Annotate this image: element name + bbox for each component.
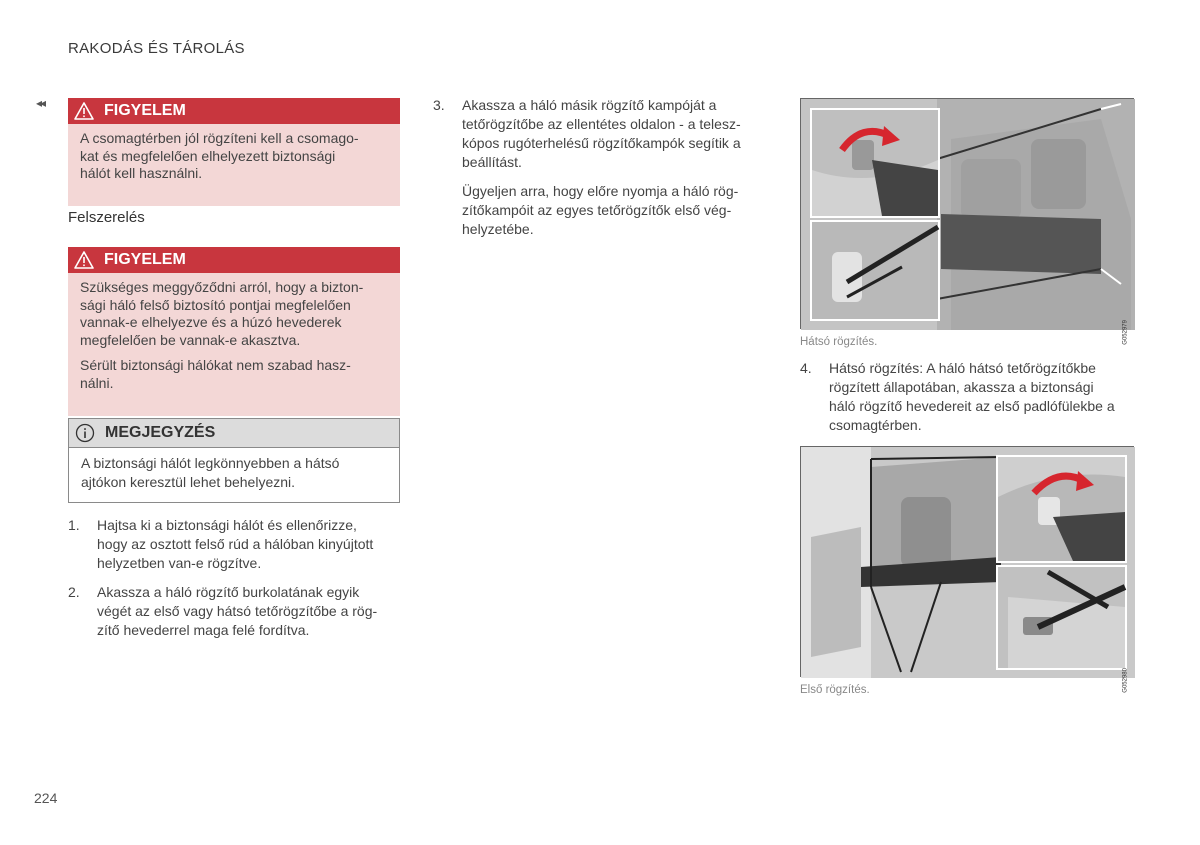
inset-lower-anchor bbox=[810, 220, 940, 321]
note-text: A biztonsági hálót legkönnyebben a hátsó ajtókon keresztül lehet behelyezni. bbox=[81, 455, 340, 490]
figure-caption: Hátsó rögzítés. bbox=[800, 336, 878, 348]
step-text: Akassza a háló másik rögzítő kampóját a tetőrögzítőbe az ellentétes oldalon - a telesz- kópos rugóterhelésű rögzítőkampók segítik a beállítást. bbox=[462, 97, 741, 170]
roof-anchor-illustration bbox=[998, 457, 1125, 561]
step-1 bbox=[68, 516, 408, 576]
warning-body bbox=[68, 273, 400, 416]
step-text: Hátsó rögzítés: A háló hátsó tetőrögzítőkbe rögzített állapotában, akassza a biztonsági háló rögzítő hevedereit az első padlófülekbe a csomagtérben. bbox=[829, 360, 1115, 433]
subheading-installation: Felszerelés bbox=[68, 209, 145, 226]
step-3 bbox=[433, 96, 773, 176]
note-box bbox=[68, 418, 400, 503]
figure-code: G052980 bbox=[1123, 668, 1129, 693]
inset-upper-anchor bbox=[810, 108, 940, 218]
warning-body bbox=[68, 124, 400, 206]
step-number: 4. bbox=[800, 360, 812, 376]
warning-title: FIGYELEM bbox=[104, 102, 186, 119]
warning-text-1: Szükséges meggyőződni arról, hogy a bizton- sági háló felső biztosító pontjai megfelelően vannak-e elhelyezve és a húzó hevederek megfelelően be vannak-e akasztva. bbox=[80, 279, 364, 348]
warning-box-2 bbox=[68, 247, 400, 416]
warning-triangle-icon bbox=[74, 102, 94, 120]
instruction-paragraph: Ügyeljen arra, hogy előre nyomja a háló rög- zítőkampóit az egyes tetőrögzítők első vég- helyzetébe. bbox=[462, 183, 739, 237]
warning-header bbox=[68, 247, 400, 273]
floor-anchor-illustration bbox=[812, 222, 938, 319]
inset-upper-anchor bbox=[996, 455, 1127, 563]
figure-caption: Első rögzítés. bbox=[800, 684, 870, 696]
page-number: 224 bbox=[34, 790, 58, 806]
note-header bbox=[69, 419, 399, 448]
warning-text: A csomagtérben jól rögzíteni kell a csomago- kat és megfelelően elhelyezett biztonsági hálót kell használni. bbox=[80, 130, 359, 181]
warning-text-2: Sérült biztonsági hálókat nem szabad hasz- nálni. bbox=[80, 357, 351, 391]
roof-anchor-illustration bbox=[812, 110, 938, 216]
step-4 bbox=[800, 359, 1160, 439]
section-title: RAKODÁS ÉS TÁROLÁS bbox=[68, 40, 245, 57]
warning-box-1 bbox=[68, 98, 400, 206]
note-title: MEGJEGYZÉS bbox=[105, 424, 216, 441]
warning-title: FIGYELEM bbox=[104, 251, 186, 268]
step-text: Akassza a háló rögzítő burkolatának egyik végét az első vagy hátsó tetőrögzítőbe a rög- zítő hevederrel maga felé fordítva. bbox=[97, 584, 378, 638]
warning-triangle-icon bbox=[74, 251, 94, 269]
warning-header bbox=[68, 98, 400, 124]
inset-lower-anchor bbox=[996, 565, 1127, 670]
figure-code: G052979 bbox=[1123, 320, 1129, 345]
info-icon bbox=[75, 423, 95, 443]
step-2 bbox=[68, 583, 408, 643]
floor-anchor-illustration bbox=[998, 567, 1125, 668]
step-text: Hajtsa ki a biztonsági hálót és ellenőrizze, hogy az osztott felső rúd a hálóban kinyújtott helyzetben van-e rögzítve. bbox=[97, 517, 374, 571]
step-number: 3. bbox=[433, 97, 445, 113]
previous-page-marker[interactable]: ◂◂ bbox=[36, 96, 45, 110]
step-number: 2. bbox=[68, 584, 80, 600]
step-number: 1. bbox=[68, 517, 80, 533]
